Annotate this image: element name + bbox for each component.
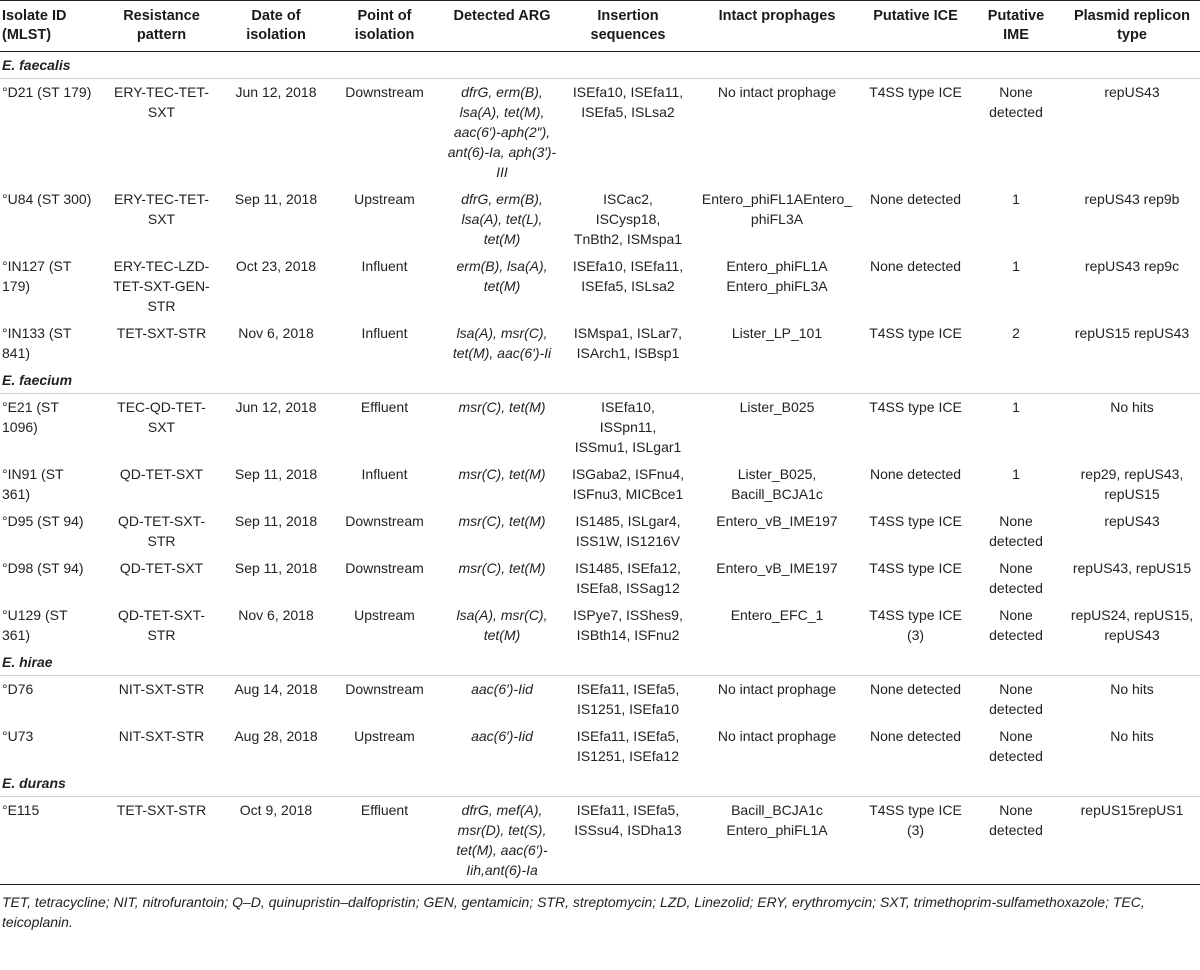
putative-ime-cell: None detected bbox=[989, 560, 1043, 596]
column-header: Insertion sequences bbox=[590, 8, 666, 43]
table-row bbox=[0, 253, 1200, 320]
resistance-pattern-cell: QD-TET-SXT-STR bbox=[117, 513, 206, 549]
date-of-isolation-cell: Aug 14, 2018 bbox=[234, 681, 318, 697]
table-row bbox=[0, 723, 1200, 770]
isolate-id-cell: °D98 (ST 94) bbox=[2, 560, 84, 576]
species-heading: E. faecium bbox=[0, 367, 1200, 394]
detected-arg-cell: msr(C), tet(M) bbox=[458, 466, 546, 482]
point-of-isolation-cell: Influent bbox=[361, 258, 408, 274]
column-header: Resistance pattern bbox=[123, 8, 200, 43]
resistance-pattern-cell: ERY-TEC-TET-SXT bbox=[114, 84, 209, 120]
date-of-isolation-cell: Sep 11, 2018 bbox=[234, 513, 318, 529]
insertion-sequences-cell: IS1485, ISEfa12, ISEfa8, ISSag12 bbox=[575, 560, 681, 596]
putative-ice-cell: None detected bbox=[869, 681, 962, 697]
point-of-isolation-cell: Upstream bbox=[354, 607, 415, 623]
intact-prophages-cell: No intact prophage bbox=[717, 728, 837, 744]
putative-ice-cell: None detected bbox=[869, 728, 962, 744]
point-of-isolation-cell: Effluent bbox=[330, 797, 439, 885]
putative-ime-cell: None detected bbox=[989, 607, 1043, 643]
table-row bbox=[0, 602, 1200, 649]
isolate-id-cell: °D95 (ST 94) bbox=[2, 513, 84, 529]
detected-arg-cell: dfrG, mef(A), msr(D), tet(S), tet(M), aac(6′)-Iih,ant(6)-Ia bbox=[439, 797, 565, 885]
plasmid-replicon-type-cell: repUS15repUS1 bbox=[1064, 797, 1200, 885]
putative-ime-cell: 2 bbox=[1012, 325, 1020, 341]
putative-ime-cell: 1 bbox=[1012, 258, 1020, 274]
insertion-sequences-cell: ISEfa10, ISSpn11, ISSmu1, ISLgar1 bbox=[574, 399, 682, 455]
point-of-isolation-cell: Downstream bbox=[345, 84, 424, 100]
date-of-isolation-cell: Jun 12, 2018 bbox=[235, 84, 317, 100]
putative-ice-cell: None detected bbox=[869, 466, 962, 482]
date-of-isolation-cell: Aug 28, 2018 bbox=[234, 728, 318, 744]
column-header: Intact prophages bbox=[718, 8, 836, 24]
point-of-isolation-cell: Effluent bbox=[360, 399, 409, 415]
detected-arg-cell: dfrG, erm(B), lsa(A), tet(M), aac(6′)-aph(2″), ant(6)-Ia, aph(3′)-III bbox=[447, 84, 557, 180]
species-section-row bbox=[0, 649, 1200, 676]
isolate-id-cell: °U84 (ST 300) bbox=[2, 191, 92, 207]
plasmid-replicon-type-cell: No hits bbox=[1110, 399, 1154, 415]
table-row bbox=[0, 394, 1200, 462]
insertion-sequences-cell: ISEfa10, ISEfa11, ISEfa5, ISLsa2 bbox=[572, 258, 684, 294]
date-of-isolation-cell: Sep 11, 2018 bbox=[234, 560, 318, 576]
table-row bbox=[0, 508, 1200, 555]
date-of-isolation-cell: Sep 11, 2018 bbox=[234, 191, 318, 207]
intact-prophages-cell: Lister_B025, Bacill_BCJA1c bbox=[731, 466, 823, 502]
detected-arg-cell: aac(6′)-Iid bbox=[471, 728, 533, 744]
table-header bbox=[0, 1, 1200, 52]
header-row bbox=[0, 1, 1200, 52]
column-header: Point of isolation bbox=[354, 8, 415, 43]
column-header: Plasmid replicon type bbox=[1073, 8, 1191, 43]
plasmid-replicon-type-cell: repUS43 bbox=[1104, 513, 1160, 529]
intact-prophages-cell: Entero_vB_IME197 bbox=[716, 560, 838, 576]
insertion-sequences-cell: ISCac2, ISCysp18, TnBth2, ISMspa1 bbox=[573, 191, 683, 247]
insertion-sequences-cell: ISPye7, ISShes9, ISBth14, ISFnu2 bbox=[573, 607, 683, 643]
putative-ime-cell: None detected bbox=[968, 797, 1064, 885]
date-of-isolation-cell: Sep 11, 2018 bbox=[234, 466, 318, 482]
insertion-sequences-cell: ISMspa1, ISLar7, ISArch1, ISBsp1 bbox=[573, 325, 683, 361]
insertion-sequences-cell: ISEfa11, ISEfa5, ISSsu4, ISDha13 bbox=[565, 797, 691, 885]
point-of-isolation-cell: Influent bbox=[361, 325, 408, 341]
intact-prophages-cell: Entero_vB_IME197 bbox=[716, 513, 838, 529]
plasmid-replicon-type-cell: repUS43, repUS15 bbox=[1072, 560, 1192, 576]
detected-arg-cell: msr(C), tet(M) bbox=[458, 399, 546, 415]
table-row bbox=[0, 797, 1200, 885]
detected-arg-cell: lsa(A), msr(C), tet(M), aac(6′)-Ii bbox=[452, 325, 552, 361]
detected-arg-cell: msr(C), tet(M) bbox=[458, 513, 546, 529]
table-row bbox=[0, 320, 1200, 367]
putative-ime-cell: None detected bbox=[989, 681, 1043, 717]
isolate-id-cell: °IN127 (ST 179) bbox=[2, 258, 72, 294]
intact-prophages-cell: Bacill_BCJA1c Entero_phiFL1A bbox=[691, 797, 863, 885]
isolate-id-cell: °E115 bbox=[0, 797, 101, 885]
plasmid-replicon-type-cell: repUS43 rep9b bbox=[1084, 191, 1180, 207]
intact-prophages-cell: Entero_phiFL1AEntero_ phiFL3A bbox=[701, 191, 853, 227]
species-section-row bbox=[0, 52, 1200, 79]
resistance-pattern-cell: ERY-TEC-TET-SXT bbox=[114, 191, 209, 227]
intact-prophages-cell: Entero_EFC_1 bbox=[730, 607, 824, 623]
date-of-isolation-cell: Oct 9, 2018 bbox=[222, 797, 330, 885]
putative-ice-cell: T4SS type ICE bbox=[869, 84, 962, 100]
isolate-id-cell: °IN91 (ST 361) bbox=[2, 466, 64, 502]
date-of-isolation-cell: Jun 12, 2018 bbox=[235, 399, 317, 415]
detected-arg-cell: erm(B), lsa(A), tet(M) bbox=[456, 258, 548, 294]
date-of-isolation-cell: Oct 23, 2018 bbox=[235, 258, 317, 274]
detected-arg-cell: lsa(A), msr(C), tet(M) bbox=[456, 607, 548, 643]
table-row bbox=[0, 461, 1200, 508]
point-of-isolation-cell: Downstream bbox=[345, 560, 424, 576]
table-row bbox=[0, 186, 1200, 253]
species-section-row bbox=[0, 770, 1200, 797]
putative-ime-cell: 1 bbox=[1012, 466, 1020, 482]
isolate-id-cell: °U129 (ST 361) bbox=[2, 607, 68, 643]
table-row bbox=[0, 555, 1200, 602]
detected-arg-cell: msr(C), tet(M) bbox=[458, 560, 546, 576]
point-of-isolation-cell: Upstream bbox=[354, 191, 415, 207]
date-of-isolation-cell: Nov 6, 2018 bbox=[238, 325, 314, 341]
putative-ice-cell: T4SS type ICE bbox=[869, 399, 962, 415]
isolate-id-cell: °IN133 (ST 841) bbox=[2, 325, 72, 361]
plasmid-replicon-type-cell: No hits bbox=[1110, 681, 1154, 697]
insertion-sequences-cell: ISEfa10, ISEfa11, ISEfa5, ISLsa2 bbox=[572, 84, 684, 120]
putative-ime-cell: None detected bbox=[989, 84, 1043, 120]
column-header: Date of isolation bbox=[246, 8, 306, 43]
species-heading: E. hirae bbox=[0, 649, 1200, 676]
isolate-id-cell: °E21 (ST 1096) bbox=[2, 399, 59, 435]
resistance-pattern-cell: TET-SXT-STR bbox=[116, 325, 207, 341]
intact-prophages-cell: Entero_phiFL1A Entero_phiFL3A bbox=[726, 258, 828, 294]
column-header: Putative IME bbox=[987, 8, 1045, 43]
point-of-isolation-cell: Upstream bbox=[354, 728, 415, 744]
insertion-sequences-cell: IS1485, ISLgar4, ISS1W, IS1216V bbox=[575, 513, 681, 549]
insertion-sequences-cell: ISGaba2, ISFnu4, ISFnu3, MICBce1 bbox=[571, 466, 685, 502]
species-section-row bbox=[0, 367, 1200, 394]
plasmid-replicon-type-cell: No hits bbox=[1110, 728, 1154, 744]
putative-ice-cell: None detected bbox=[869, 191, 962, 207]
putative-ice-cell: None detected bbox=[869, 258, 962, 274]
resistance-pattern-cell: NIT-SXT-STR bbox=[118, 681, 205, 697]
column-header: Isolate ID (MLST) bbox=[2, 8, 67, 43]
intact-prophages-cell: Lister_LP_101 bbox=[731, 325, 823, 341]
intact-prophages-cell: No intact prophage bbox=[717, 681, 837, 697]
putative-ice-cell: T4SS type ICE (3) bbox=[863, 797, 968, 885]
resistance-pattern-cell: TET-SXT-STR bbox=[101, 797, 222, 885]
putative-ice-cell: T4SS type ICE bbox=[869, 513, 962, 529]
table-body bbox=[0, 52, 1200, 885]
putative-ice-cell: T4SS type ICE bbox=[869, 325, 962, 341]
table-footnote: TET, tetracycline; NIT, nitrofurantoin; Q–D, quinupristin–dalfopristin; GEN, gentamicin; STR, streptomycin; LZD, Linezolid; ERY, erythromycin; SXT, trimethoprim-sulfamethoxazole; TEC, teicoplanin. bbox=[2, 894, 1145, 930]
resistance-pattern-cell: QD-TET-SXT bbox=[119, 466, 204, 482]
putative-ice-cell: T4SS type ICE bbox=[869, 560, 962, 576]
detected-arg-cell: dfrG, erm(B), lsa(A), tet(L), tet(M) bbox=[461, 191, 543, 247]
putative-ime-cell: 1 bbox=[1012, 399, 1020, 415]
putative-ime-cell: 1 bbox=[1012, 191, 1020, 207]
resistance-pattern-cell: ERY-TEC-LZD-TET-SXT-GEN-STR bbox=[113, 258, 210, 314]
insertion-sequences-cell: ISEfa11, ISEfa5, IS1251, ISEfa10 bbox=[576, 681, 680, 717]
putative-ime-cell: None detected bbox=[989, 513, 1043, 549]
isolate-id-cell: °D21 (ST 179) bbox=[2, 84, 92, 100]
putative-ice-cell: T4SS type ICE (3) bbox=[869, 607, 962, 643]
plasmid-replicon-type-cell: repUS43 rep9c bbox=[1084, 258, 1180, 274]
point-of-isolation-cell: Downstream bbox=[345, 681, 424, 697]
resistance-pattern-cell: TEC-QD-TET-SXT bbox=[117, 399, 206, 435]
column-header: Putative ICE bbox=[873, 8, 958, 24]
point-of-isolation-cell: Influent bbox=[361, 466, 408, 482]
isolate-id-cell: °U73 bbox=[2, 728, 34, 744]
table-row bbox=[0, 79, 1200, 187]
species-heading: E. durans bbox=[0, 770, 1200, 797]
plasmid-replicon-type-cell: rep29, repUS43, repUS15 bbox=[1080, 466, 1184, 502]
intact-prophages-cell: Lister_B025 bbox=[739, 399, 815, 415]
date-of-isolation-cell: Nov 6, 2018 bbox=[238, 607, 314, 623]
isolate-id-cell: °D76 bbox=[2, 681, 34, 697]
detected-arg-cell: aac(6′)-Iid bbox=[471, 681, 533, 697]
resistance-pattern-cell: NIT-SXT-STR bbox=[118, 728, 205, 744]
column-header: Detected ARG bbox=[453, 8, 551, 24]
resistance-pattern-cell: QD-TET-SXT bbox=[119, 560, 204, 576]
plasmid-replicon-type-cell: repUS15 repUS43 bbox=[1074, 325, 1190, 341]
point-of-isolation-cell: Downstream bbox=[345, 513, 424, 529]
species-heading: E. faecalis bbox=[0, 52, 1200, 79]
plasmid-replicon-type-cell: repUS24, repUS15, repUS43 bbox=[1070, 607, 1194, 643]
plasmid-replicon-type-cell: repUS43 bbox=[1104, 84, 1160, 100]
table-row bbox=[0, 676, 1200, 724]
resistance-pattern-cell: QD-TET-SXT-STR bbox=[117, 607, 206, 643]
putative-ime-cell: None detected bbox=[989, 728, 1043, 764]
intact-prophages-cell: No intact prophage bbox=[717, 84, 837, 100]
insertion-sequences-cell: ISEfa11, ISEfa5, IS1251, ISEfa12 bbox=[576, 728, 680, 764]
